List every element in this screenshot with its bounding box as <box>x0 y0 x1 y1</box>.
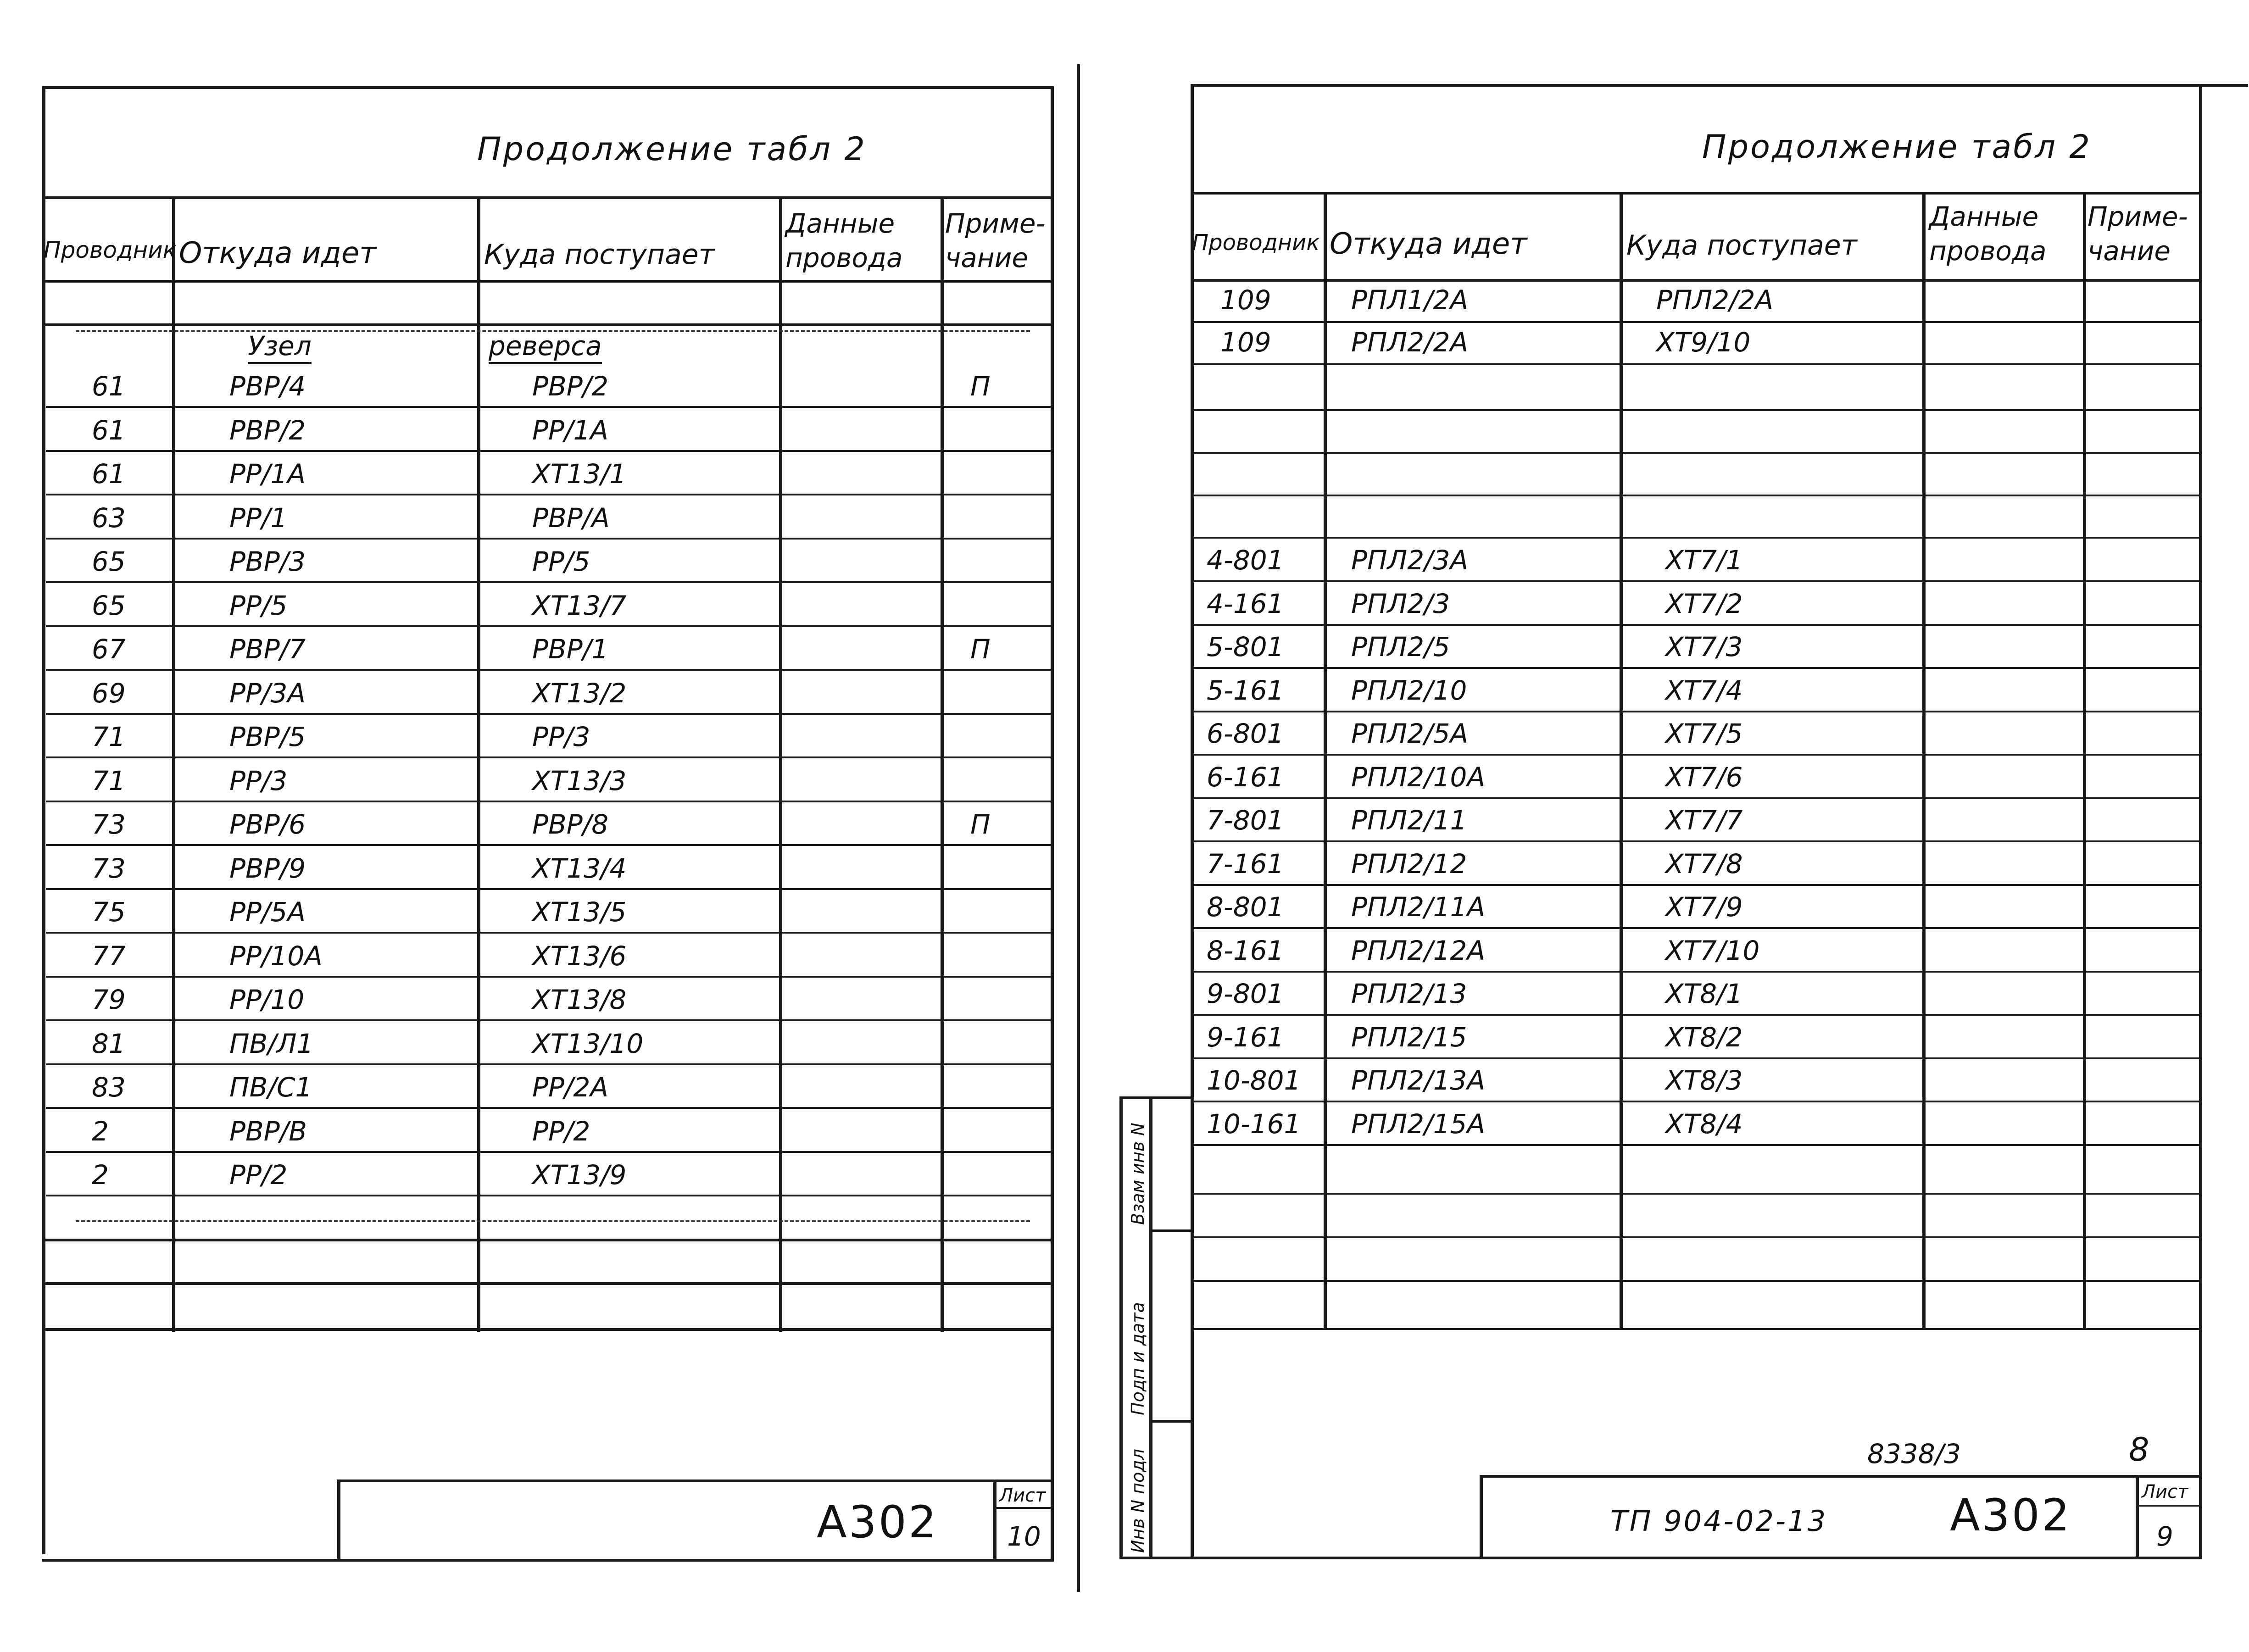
left-inner-box-bottom <box>76 1220 1030 1222</box>
right-row-wire: 6-161 <box>1207 761 1284 793</box>
left-row-wire: 69 <box>92 677 126 709</box>
side-strip-mid <box>1149 1096 1152 1557</box>
left-row-line <box>46 450 1051 452</box>
left-row-line <box>46 932 1051 934</box>
right-stamp-sheet-divider <box>2136 1475 2139 1557</box>
left-row-from: РВР/5 <box>229 721 306 752</box>
side-label-replace: Взам инв N <box>1128 1123 1148 1225</box>
left-stamp-sheet-no: 10 <box>1007 1521 1041 1552</box>
center-divider <box>1077 64 1080 1592</box>
left-row-to: ХТ13/1 <box>532 458 627 489</box>
right-row-to: ХТ8/3 <box>1665 1065 1743 1096</box>
right-blank-line <box>1191 495 2202 496</box>
left-row-wire: 83 <box>92 1072 126 1103</box>
right-row-wire: 4-161 <box>1207 588 1284 619</box>
left-row-wire: 71 <box>92 721 126 752</box>
left-row-to: ХТ13/6 <box>532 940 627 972</box>
left-stamp-left <box>337 1480 340 1560</box>
right-row-wire: 6-801 <box>1207 718 1284 749</box>
left-header-bottom <box>42 280 1054 283</box>
right-row-to: ХТ7/2 <box>1665 588 1743 619</box>
left-row-from: РР/3А <box>229 677 306 709</box>
right-stamp-sheet-label: Лист <box>2142 1481 2188 1502</box>
right-stamp-sheet-line <box>2136 1505 2200 1507</box>
right-row-from: РПЛ2/3А <box>1351 545 1469 576</box>
right-row-wire: 109 <box>1220 327 1271 358</box>
right-row-to: ХТ7/4 <box>1665 674 1743 706</box>
right-row-to: ХТ7/3 <box>1665 631 1743 662</box>
right-header-to: Куда поступает <box>1626 229 1857 261</box>
left-row-from: РР/2 <box>229 1159 288 1190</box>
right-row-line <box>1191 927 2202 929</box>
right-row-from: РПЛ2/15А <box>1351 1108 1486 1140</box>
left-stamp-top <box>337 1480 1053 1482</box>
left-row-line <box>46 1019 1051 1021</box>
left-stamp-sheet-line <box>993 1507 1052 1509</box>
left-row-from: РР/5А <box>229 896 306 928</box>
right-row-from: РПЛ2/11 <box>1351 805 1467 836</box>
left-row-line <box>46 1151 1051 1153</box>
left-row-from: РВР/9 <box>229 852 306 884</box>
left-row-wire: 2 <box>92 1115 109 1147</box>
left-row-from: РР/10 <box>229 984 305 1015</box>
right-row-from: РПЛ2/5А <box>1351 718 1469 749</box>
left-col-line-4 <box>941 196 944 1332</box>
left-row-to: РР/2 <box>532 1115 590 1147</box>
left-row-from: ПВ/С1 <box>229 1072 312 1103</box>
left-frame-right <box>1051 86 1054 1561</box>
right-row-wire: 10-801 <box>1207 1065 1301 1096</box>
right-top-border <box>1193 84 2248 87</box>
right-row-line <box>1191 797 2202 799</box>
right-header-from: Откуда идет <box>1330 227 1527 261</box>
right-row-from: РПЛ2/10 <box>1351 674 1467 706</box>
left-row-line <box>46 625 1051 627</box>
right-header-data: Данные провода <box>1929 201 2047 267</box>
left-row-line <box>46 888 1051 890</box>
left-stamp-sheet-divider <box>993 1480 996 1560</box>
left-header-wire: Проводник <box>44 237 177 263</box>
right-row-wire: 8-161 <box>1207 934 1284 966</box>
right-row-wire: 109 <box>1220 284 1271 316</box>
left-stamp-sheet-label: Лист <box>999 1485 1046 1506</box>
left-row-wire: 79 <box>92 984 126 1015</box>
right-blank-line <box>1191 1193 2202 1195</box>
right-row-wire: 9-161 <box>1207 1021 1284 1053</box>
left-row-to: РВР/А <box>532 502 610 534</box>
left-header-to: Куда поступает <box>484 239 715 271</box>
left-row-wire: 73 <box>92 809 126 840</box>
left-header-data: Данные провода <box>785 208 903 274</box>
left-section-to: реверса <box>489 333 602 364</box>
left-row-from: ПВ/Л1 <box>229 1028 314 1059</box>
right-row-from: РПЛ2/3 <box>1351 588 1450 619</box>
left-row-line <box>46 1107 1051 1109</box>
left-row-from: РР/1 <box>229 502 288 534</box>
right-stamp-left <box>1480 1475 1483 1557</box>
right-row-line <box>1191 1014 2202 1016</box>
right-row-line <box>1191 363 2202 365</box>
side-strip-div-1 <box>1149 1229 1192 1232</box>
left-row-line <box>46 976 1051 978</box>
left-row-to: РВР/1 <box>532 634 609 665</box>
right-stamp-top <box>1480 1475 2200 1478</box>
left-row-from: РВР/6 <box>229 809 306 840</box>
left-frame-left <box>42 86 45 1554</box>
right-row-from: РПЛ2/11А <box>1351 891 1486 923</box>
left-row-to: РВР/8 <box>532 809 609 840</box>
left-sheet <box>0 0 1069 1652</box>
right-stamp-sheet-no: 9 <box>2156 1521 2173 1552</box>
right-row-wire: 9-801 <box>1207 978 1284 1009</box>
right-row-line <box>1191 1101 2202 1102</box>
right-row-to: ХТ7/10 <box>1665 934 1760 966</box>
right-row-wire: 5-801 <box>1207 631 1284 662</box>
right-row-line <box>1191 840 2202 842</box>
left-row-to: ХТ13/10 <box>532 1028 644 1059</box>
right-row-to: ХТ8/1 <box>1665 978 1743 1009</box>
right-col-line-2 <box>1620 192 1623 1329</box>
left-row-line <box>46 801 1051 802</box>
side-strip-div-2 <box>1149 1420 1192 1423</box>
left-row-wire: 67 <box>92 634 126 665</box>
right-order-no: 8338/3 <box>1867 1438 1961 1469</box>
side-label-inv: Инв N подл <box>1128 1449 1148 1553</box>
right-row-from: РПЛ2/10А <box>1351 761 1486 793</box>
left-row-note: П <box>970 634 991 665</box>
left-row-from: РВР/3 <box>229 546 306 577</box>
right-row-line <box>1191 1144 2202 1146</box>
right-row-line <box>1191 321 2202 323</box>
left-header-note: Приме-чание <box>945 208 1046 274</box>
left-row-to: РВР/2 <box>532 371 609 402</box>
right-frame-left <box>1191 84 1194 1559</box>
right-row-line <box>1191 711 2202 712</box>
right-blank-line <box>1191 537 2202 539</box>
right-row-wire: 10-161 <box>1207 1108 1301 1140</box>
left-header-top <box>42 196 1054 199</box>
right-header-wire: Проводник <box>1192 230 1320 256</box>
left-row-line <box>46 756 1051 758</box>
left-row-line <box>46 1195 1051 1196</box>
left-blank-line-3 <box>42 1328 1054 1331</box>
left-blank-line-1 <box>42 1239 1054 1241</box>
right-row-wire: 8-801 <box>1207 891 1284 923</box>
left-row-from: РВР/4 <box>229 371 306 402</box>
right-col-line-4 <box>2083 192 2086 1329</box>
right-row-wire: 7-161 <box>1207 848 1284 879</box>
left-row-line <box>46 844 1051 846</box>
left-blank-line-2 <box>42 1282 1054 1285</box>
left-frame-bottom <box>42 1559 1054 1562</box>
right-row-to: ХТ7/8 <box>1665 848 1743 879</box>
left-row-from: РР/3 <box>229 765 288 796</box>
left-row-line <box>46 581 1051 583</box>
right-row-to: РПЛ2/2А <box>1656 284 1774 316</box>
left-row-line <box>46 406 1051 408</box>
left-row-wire: 65 <box>92 546 126 577</box>
left-row-line <box>46 713 1051 715</box>
left-col-line-2 <box>477 196 480 1332</box>
left-row-from: РР/10А <box>229 940 323 972</box>
right-stamp-code: А302 <box>1950 1490 2071 1541</box>
right-header-bottom <box>1191 279 2202 282</box>
right-blank-line <box>1191 409 2202 411</box>
left-title: Продолжение табл 2 <box>477 130 867 168</box>
right-title: Продолжение табл 2 <box>1702 128 2092 166</box>
left-top-border <box>44 86 1053 89</box>
right-row-from: РПЛ2/2А <box>1351 327 1469 358</box>
right-row-to: ХТ8/4 <box>1665 1108 1743 1140</box>
right-row-line <box>1191 884 2202 886</box>
left-row-wire: 75 <box>92 896 126 928</box>
left-row-from: РВР/В <box>229 1115 307 1147</box>
left-row-to: ХТ13/9 <box>532 1159 627 1190</box>
left-row-wire: 63 <box>92 502 126 534</box>
right-row-from: РПЛ1/2А <box>1351 284 1469 316</box>
right-stamp-project: ТП 904-02-13 <box>1610 1504 1828 1538</box>
left-row-wire: 73 <box>92 852 126 884</box>
side-strip-top <box>1119 1096 1192 1099</box>
left-row-wire: 61 <box>92 414 126 446</box>
right-row-from: РПЛ2/12 <box>1351 848 1467 879</box>
left-row-wire: 77 <box>92 940 126 972</box>
right-frame-bottom <box>1119 1557 2202 1559</box>
left-row-wire: 65 <box>92 590 126 621</box>
left-section-from: Узел <box>248 333 312 364</box>
right-blank-line <box>1191 1236 2202 1238</box>
right-row-to: ХТ7/1 <box>1665 545 1743 576</box>
left-row-wire: 61 <box>92 458 126 489</box>
left-row-wire: 81 <box>92 1028 126 1059</box>
left-row-to: ХТ13/3 <box>532 765 627 796</box>
right-row-from: РПЛ2/15 <box>1351 1021 1467 1053</box>
left-row-note: П <box>970 809 991 840</box>
right-page-no: 8 <box>2129 1431 2149 1468</box>
right-row-wire: 4-801 <box>1207 545 1284 576</box>
left-row-line <box>46 1063 1051 1065</box>
left-row-to: РР/1А <box>532 414 609 446</box>
right-sheet <box>1101 0 2249 1652</box>
right-col-line-3 <box>1922 192 1926 1329</box>
left-header-from: Откуда идет <box>179 236 377 270</box>
right-row-to: ХТ7/7 <box>1665 805 1743 836</box>
left-row-line <box>46 538 1051 540</box>
left-row-to: РР/2А <box>532 1072 609 1103</box>
left-row-to: ХТ13/8 <box>532 984 627 1015</box>
left-row-wire: 71 <box>92 765 126 796</box>
left-row-to: ХТ13/7 <box>532 590 627 621</box>
right-row-from: РПЛ2/13 <box>1351 978 1467 1009</box>
right-header-note: Приме-чание <box>2088 201 2188 267</box>
left-row-from: РР/5 <box>229 590 288 621</box>
right-row-line <box>1191 624 2202 626</box>
left-row-to: ХТ13/5 <box>532 896 627 928</box>
right-row-from: РПЛ2/5 <box>1351 631 1450 662</box>
right-blank-line <box>1191 452 2202 454</box>
right-row-to: ХТ7/9 <box>1665 891 1743 923</box>
left-subheader-line <box>42 323 1054 326</box>
left-row-to: ХТ13/2 <box>532 677 627 709</box>
right-row-to: ХТ9/10 <box>1656 327 1751 358</box>
side-strip-left <box>1119 1096 1123 1557</box>
left-row-to: РР/3 <box>532 721 590 752</box>
left-col-line-1 <box>172 196 175 1332</box>
right-header-top <box>1191 192 2202 195</box>
left-stamp-code: А302 <box>817 1496 938 1548</box>
right-row-line <box>1191 754 2202 756</box>
left-row-note: П <box>970 371 991 402</box>
right-row-line <box>1191 1057 2202 1059</box>
left-row-to: РР/5 <box>532 546 590 577</box>
right-row-wire: 7-801 <box>1207 805 1284 836</box>
right-row-from: РПЛ2/12А <box>1351 934 1486 966</box>
right-frame-right <box>2199 84 2202 1559</box>
side-label-sign: Подп и дата <box>1128 1302 1148 1415</box>
right-row-from: РПЛ2/13А <box>1351 1065 1486 1096</box>
left-row-wire: 2 <box>92 1159 109 1190</box>
right-blank-line <box>1191 1280 2202 1282</box>
left-row-wire: 61 <box>92 371 126 402</box>
left-row-line <box>46 669 1051 671</box>
right-row-to: ХТ7/5 <box>1665 718 1743 749</box>
right-row-line <box>1191 667 2202 669</box>
right-col-line-1 <box>1324 192 1327 1329</box>
left-row-from: РВР/2 <box>229 414 306 446</box>
left-row-from: РР/1А <box>229 458 306 489</box>
left-row-from: РВР/7 <box>229 634 306 665</box>
right-row-wire: 5-161 <box>1207 674 1284 706</box>
left-col-line-3 <box>779 196 782 1332</box>
right-row-line <box>1191 580 2202 582</box>
left-row-to: ХТ13/4 <box>532 852 627 884</box>
left-row-line <box>46 494 1051 495</box>
right-row-to: ХТ7/6 <box>1665 761 1743 793</box>
right-row-to: ХТ8/2 <box>1665 1021 1743 1053</box>
right-blank-line <box>1191 1328 2202 1330</box>
right-row-line <box>1191 971 2202 973</box>
